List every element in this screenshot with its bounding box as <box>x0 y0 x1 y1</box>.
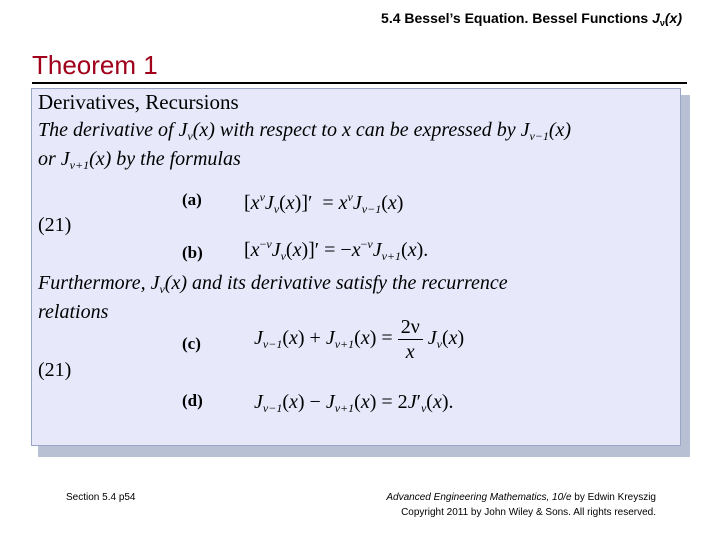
equation-number-21-second: (21) <box>38 359 72 381</box>
equation-b: $[x^{-\nu}J_\nu(x)]' = -x^{-\nu}J_{\nu+1}(x)$. <box>244 237 429 263</box>
intro-line-1 <box>38 119 571 144</box>
intro-sub-nu-minus-1: ν−1 <box>529 129 549 143</box>
eqd-rhs-sub: ν <box>420 401 427 415</box>
title-divider <box>32 82 687 84</box>
eqc-denominator: x <box>405 341 415 363</box>
eqd-sub-2: ν+1 <box>334 401 355 415</box>
footer-copyright-line: Copyright 2011 by John Wiley & Sons. All rights reserved. <box>401 507 656 518</box>
theorem-title: Theorem 1 <box>32 50 158 80</box>
footer-section-ref: Section 5.4 p54 <box>66 492 136 503</box>
intro2-sub-nu-plus-1: ν+1 <box>69 158 90 172</box>
intro-sub-nu: ν <box>187 129 193 143</box>
header-j: J <box>652 10 660 26</box>
further-text-a: Furthermore, J <box>38 272 160 294</box>
equation-c: $J_{\nu-1}(x) + J_{\nu+1}(x)$ = $\frac{2\nu}{x}$ $J_\nu(x)$ <box>254 316 465 363</box>
header-title: 5.4 Bessel’s Equation. Bessel Functions <box>381 10 653 26</box>
eqb-sup-nu: ν <box>266 237 272 251</box>
eqb-rhs-sub: ν+1 <box>381 249 402 263</box>
footer-copyright <box>386 490 656 520</box>
eqc-fraction <box>398 317 423 362</box>
intro2-text-a: or J <box>38 148 70 170</box>
equation-number-21-first: (21) <box>38 214 72 236</box>
eqc-sub-1: ν−1 <box>262 337 283 352</box>
eqc-rhs-sub: ν <box>436 337 442 352</box>
label-c: (c) <box>182 334 201 353</box>
equation-d: $J_{\nu-1}(x) - J_{\nu+1}(x) = 2J'_\nu(x)$. <box>254 391 454 415</box>
eqa-sub-nu: ν <box>273 202 280 216</box>
intro-text-a: The derivative of J <box>38 119 188 141</box>
footer-author: by Edwin Kreyszig <box>571 492 656 503</box>
eqc-sub-2: ν+1 <box>334 337 355 352</box>
footer-book-line <box>386 490 656 505</box>
furthermore-line-2: relations <box>38 301 109 323</box>
further-text-b: (x) and its derivative satisfy the recurrence <box>164 272 508 294</box>
eqa-rhs-sup-nu: ν <box>347 190 353 204</box>
slide-header <box>381 10 682 28</box>
header-nu: ν <box>659 18 665 28</box>
theorem-box <box>31 88 681 446</box>
eqb-rhs-sup-nu: ν <box>367 237 373 251</box>
intro-text-c: (x) <box>548 119 572 141</box>
further-sub-nu: ν <box>159 282 165 296</box>
header-x: (x) <box>664 10 682 26</box>
label-b: (b) <box>182 243 203 262</box>
furthermore-line-1 <box>38 272 508 297</box>
eqa-rhs-sub: ν−1 <box>361 202 382 216</box>
footer-book-title: Advanced Engineering Mathematics, 10/e <box>386 492 572 503</box>
intro-text-b: (x) with respect to x can be expressed by J <box>192 119 530 141</box>
eqd-sub-1: ν−1 <box>262 401 283 415</box>
intro-line-2 <box>38 148 241 173</box>
label-a: (a) <box>182 190 202 209</box>
theorem-heading: Derivatives, Recursions <box>38 90 239 114</box>
eqc-numerator: 2ν <box>398 317 423 340</box>
label-d: (d) <box>182 391 203 410</box>
eqb-sub-nu: ν <box>280 249 286 263</box>
eqa-sup-nu: ν <box>259 190 265 204</box>
intro2-text-b: (x) by the formulas <box>89 148 241 170</box>
equation-a: $[x^\nu J_\nu(x)]' = x^\nu J_{\nu-1}(x)$ <box>244 190 404 216</box>
